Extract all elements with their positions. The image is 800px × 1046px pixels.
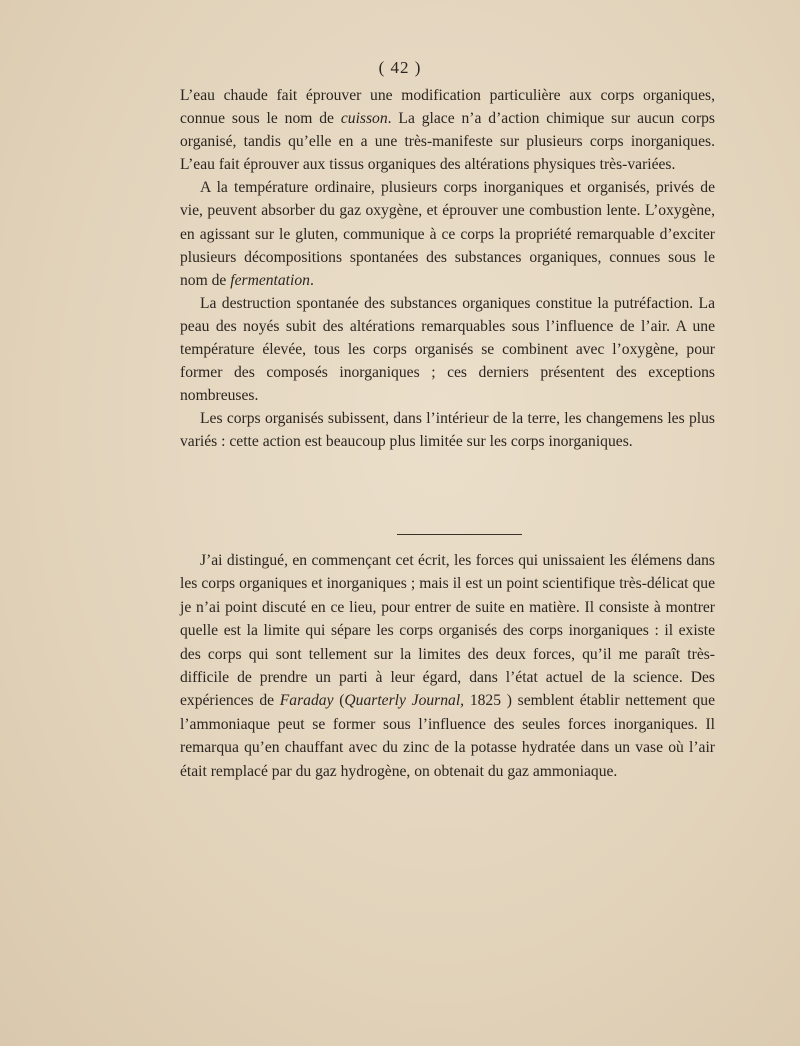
name-faraday: Faraday xyxy=(279,692,334,710)
paragraph-text: L’eau chaude fait éprouver une modification particulière aux corps organiques, connue sous le nom de xyxy=(180,87,715,128)
paragraph-terre: Les corps organisés subissent, dans l’intérieur de la terre, les changemens les plus variés : cette action est beaucoup plus limitée sur les corps inorganiques. xyxy=(180,410,715,451)
term-fermentation: fermentation xyxy=(230,271,310,289)
section-divider xyxy=(397,534,522,535)
page-number: ( 42 ) xyxy=(378,58,422,77)
paragraph-text: ( xyxy=(333,692,345,710)
section-1 xyxy=(180,84,715,454)
paragraph-putrefaction: La destruction spontanée des substances organiques constitue la putréfaction. La peau des noyés subit des altérations remarquables sous l’influence de l’air. A une température élevée, tous les corps organisés se combinent avec l’oxygène, pour former des composés inorganiques ; ces derniers présentent des exceptions nombreuses. xyxy=(180,294,715,405)
paragraph-text: . La glace n’a d’action chimique sur aucun corps organisé, tandis qu’elle en a une très-manifeste sur plusieurs corps inorganiques. L’eau fait éprouver aux tissus organiques des altérations physiques très-variées. xyxy=(180,110,715,174)
paragraph-faraday xyxy=(180,549,715,783)
paragraph-text: 1825 ) semblent établir nettement que l’ammoniaque peut se former sous l’influence des seules forces inorganiques. Il remarqua qu’en chauffant avec du zinc de la potasse hydratée dans un vase où l’air était remplacé par du gaz hydrogène, on obtenait du gaz ammoniaque. xyxy=(180,692,716,780)
paragraph-text: . xyxy=(309,271,314,289)
paragraph-text: J’ai distingué, en commençant cet écrit, les forces qui unissaient les élémens dans les corps organiques et inorganiques ; mais il est un point scientifique très-délicat que je n’ai point discuté en ce lieu, pour entrer de suite en matière. Il consiste à montrer quelle est la limite qui sépare les corps organisés des corps inorganiques : il existe des corps qui sont tellement sur la limites des deux forces, qu’il me paraît très-difficile de prendre un parti à leur égard, dans l’état actuel de la science. Des expériences de xyxy=(180,552,715,710)
paragraph-fermentation xyxy=(180,176,715,291)
term-cuisson: cuisson xyxy=(340,110,388,128)
section-2 xyxy=(180,549,715,783)
journal-title: Quarterly Journal, xyxy=(344,692,465,710)
paragraph-cuisson xyxy=(180,84,715,176)
paragraph-text: A la température ordinaire, plusieurs corps inorganiques et organisés, privés de vie, peuvent absorber du gaz oxygène, et éprouver une combustion lente. L’oxygène, en agissant sur le gluten, communique à ce corps la propriété remarquable d’exciter plusieurs décompositions spontanées des substances organiques, connues sous le nom de xyxy=(180,179,715,289)
